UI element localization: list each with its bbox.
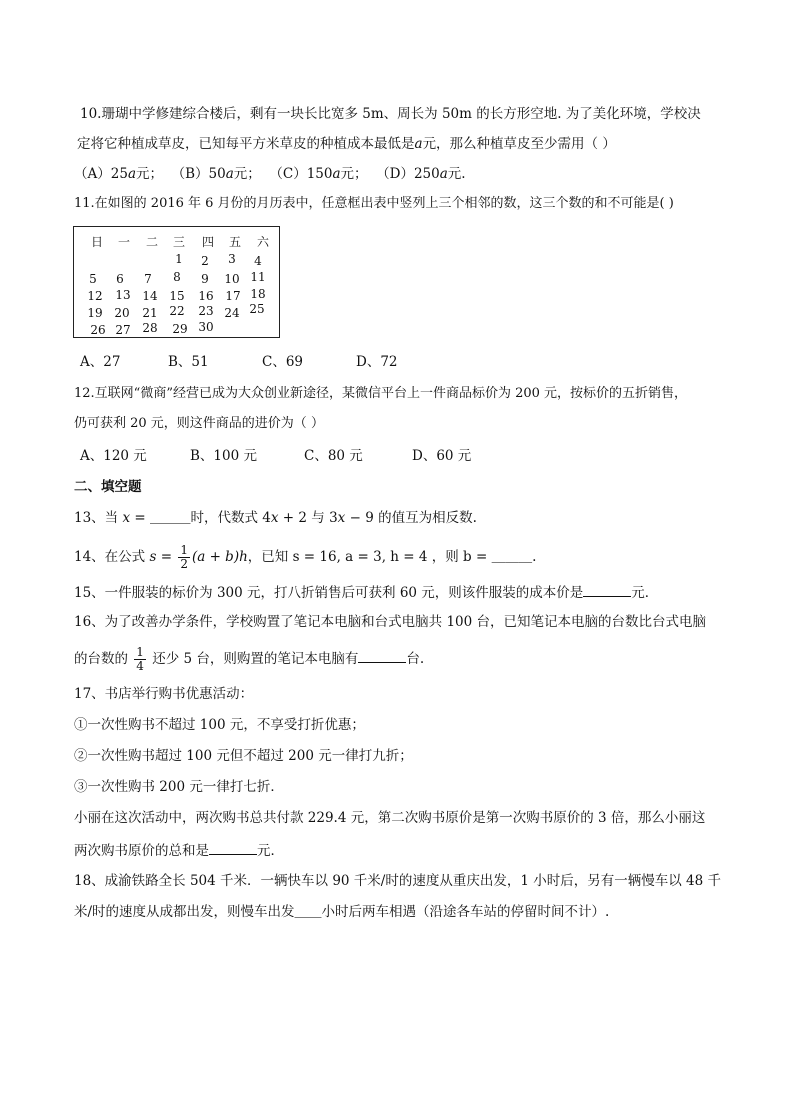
q11-text: 11.在如图的 2016 年 6 月份的月历表中，任意框出表中竖列上三个相邻的数，这三个数的和不可能是( ) [74,196,674,211]
calendar-day: 17 [225,289,241,303]
q10-line2 [77,134,616,154]
calendar-day: 3 [228,252,236,266]
calendar-day: 8 [173,270,181,284]
q10-option-a: （A）25a元； [74,166,163,182]
q18-line1: 18、成渝铁路全长 504 千米．一辆快车以 90 千米/时的速度从重庆出发，1 小时后，另有一辆慢车以 48 千 [74,873,721,889]
calendar-header: 三 [172,235,185,249]
calendar-day: 1 [175,252,183,266]
calendar-day: 30 [198,320,214,334]
q17-rule1: ①一次性购书不超过 100 元，不享受打折优惠； [74,717,365,733]
q11-option-b: B、51 [168,354,209,370]
section-title-fill-blanks: 二、填空题 [74,479,142,495]
calendar-header: 一 [117,235,130,249]
q10-option-b: （B）50a元； [171,166,261,182]
calendar-day: 29 [172,322,188,336]
q17-rule2: ②一次性购书超过 100 元但不超过 200 元一律打九折； [74,748,413,764]
calendar-day: 11 [250,270,266,284]
q15-answer-blank[interactable] [583,582,631,597]
calendar-day: 27 [115,323,131,337]
q16-fraction: $\frac{1}{4}$ [136,645,144,673]
q10-option-c: （C）150a元； [269,166,368,182]
q15-text: 15、一件服装的标价为 300 元，打八折销售后可获利 60 元，则该件服装的成本价是 元． [74,582,658,603]
calendar-day: 19 [87,306,103,320]
q17-answer-blank[interactable] [209,840,257,855]
q13-text: 13、当 x = ＿＿＿时，代数式 4x + 2 与 3x − 9 的值互为相反数. [74,510,477,526]
q14-text: 14、在公式 s = $\frac{1}{2}$ (a + b)h，已知 s = 16, a = 3, h = 4 ，则 b = ＿＿＿. [74,543,537,571]
calendar-day: 26 [90,323,106,337]
q12-line1: 12.互联网“微商”经营已成为大众创业新途径，某微信平台上一件商品标价为 200 元，按标价的五折销售， [74,386,688,401]
calendar-day: 4 [254,254,262,268]
q10-option-d: （D）250a元. [376,166,466,182]
q11-option-d: D、72 [356,354,398,370]
calendar-header: 四 [201,235,214,249]
calendar-day: 21 [142,306,158,320]
q12-option-c: C、80 元 [304,448,363,464]
calendar-header: 二 [145,235,158,249]
q10-line2-tail: 元，那么种植草皮至少需用（ ） [422,136,616,152]
q17-rule3: ③一次性购书 200 元一律打七折． [74,779,284,795]
q10-line1: 10.珊瑚中学修建综合楼后，剩有一块长比宽多 5m、周长为 50m 的长方形空地. 为了美化环境，学校决 [80,106,701,122]
q12-option-d: D、60 元 [412,448,472,464]
calendar-header: 六 [256,235,269,249]
q11-option-c: C、69 [262,354,304,370]
calendar-day: 2 [201,254,209,268]
calendar-day: 12 [87,289,103,303]
q17-title: 17、书店举行购书优惠活动： [74,686,254,702]
q17-line4: 小丽在这次活动中，两次购书总共付款 229.4 元，第二次购书原价是第一次购书原价的 3 倍，那么小丽这 [74,810,706,826]
calendar-day: 16 [198,289,214,303]
q17-line5: 两次购书原价的总和是 元． [74,840,284,861]
calendar-day: 6 [116,272,124,286]
calendar-day: 22 [169,304,185,318]
calendar-day: 24 [224,306,240,320]
calendar-day: 23 [198,304,214,318]
q14-fraction: $\frac{1}{2}$ [180,543,188,571]
q16-line1: 16、为了改善办学条件，学校购置了笔记本电脑和台式电脑共 100 台，已知笔记本电脑的台数比台式电脑 [74,614,707,630]
q16-line2: 的台数的 $\frac{1}{4}$ 还少 5 台，则购置的笔记本电脑有 台. [74,645,425,673]
q10-options [74,164,466,184]
calendar-day: 10 [224,272,240,286]
calendar-day: 7 [144,272,152,286]
calendar-table [73,226,280,338]
calendar-day: 9 [201,272,209,286]
calendar-day: 20 [114,306,130,320]
calendar-header: 五 [228,235,241,249]
q12-option-a: A、120 元 [80,448,147,464]
q16-answer-blank[interactable] [358,648,406,663]
calendar-day: 15 [169,289,185,303]
calendar-day: 28 [142,321,158,335]
q10-var-a: a [414,136,423,152]
q18-line2: 米/时的速度从成都出发，则慢车出发＿＿小时后两车相遇（沿途各车站的停留时间不计）. [74,904,610,920]
q10-line2-text: 定将它种植成草皮，已知每平方米草皮的种植成本最低是 [77,136,415,152]
calendar-day: 5 [89,272,97,286]
calendar-day: 14 [142,289,158,303]
calendar-day: 13 [115,288,131,302]
q12-line2: 仍可获利 20 元，则这件商品的进价为（ ） [74,416,324,431]
q11-option-a: A、27 [80,354,121,370]
calendar-day: 18 [250,287,266,301]
q12-option-b: B、100 元 [190,448,257,464]
calendar-header: 日 [90,235,103,249]
calendar-day: 25 [249,302,265,316]
